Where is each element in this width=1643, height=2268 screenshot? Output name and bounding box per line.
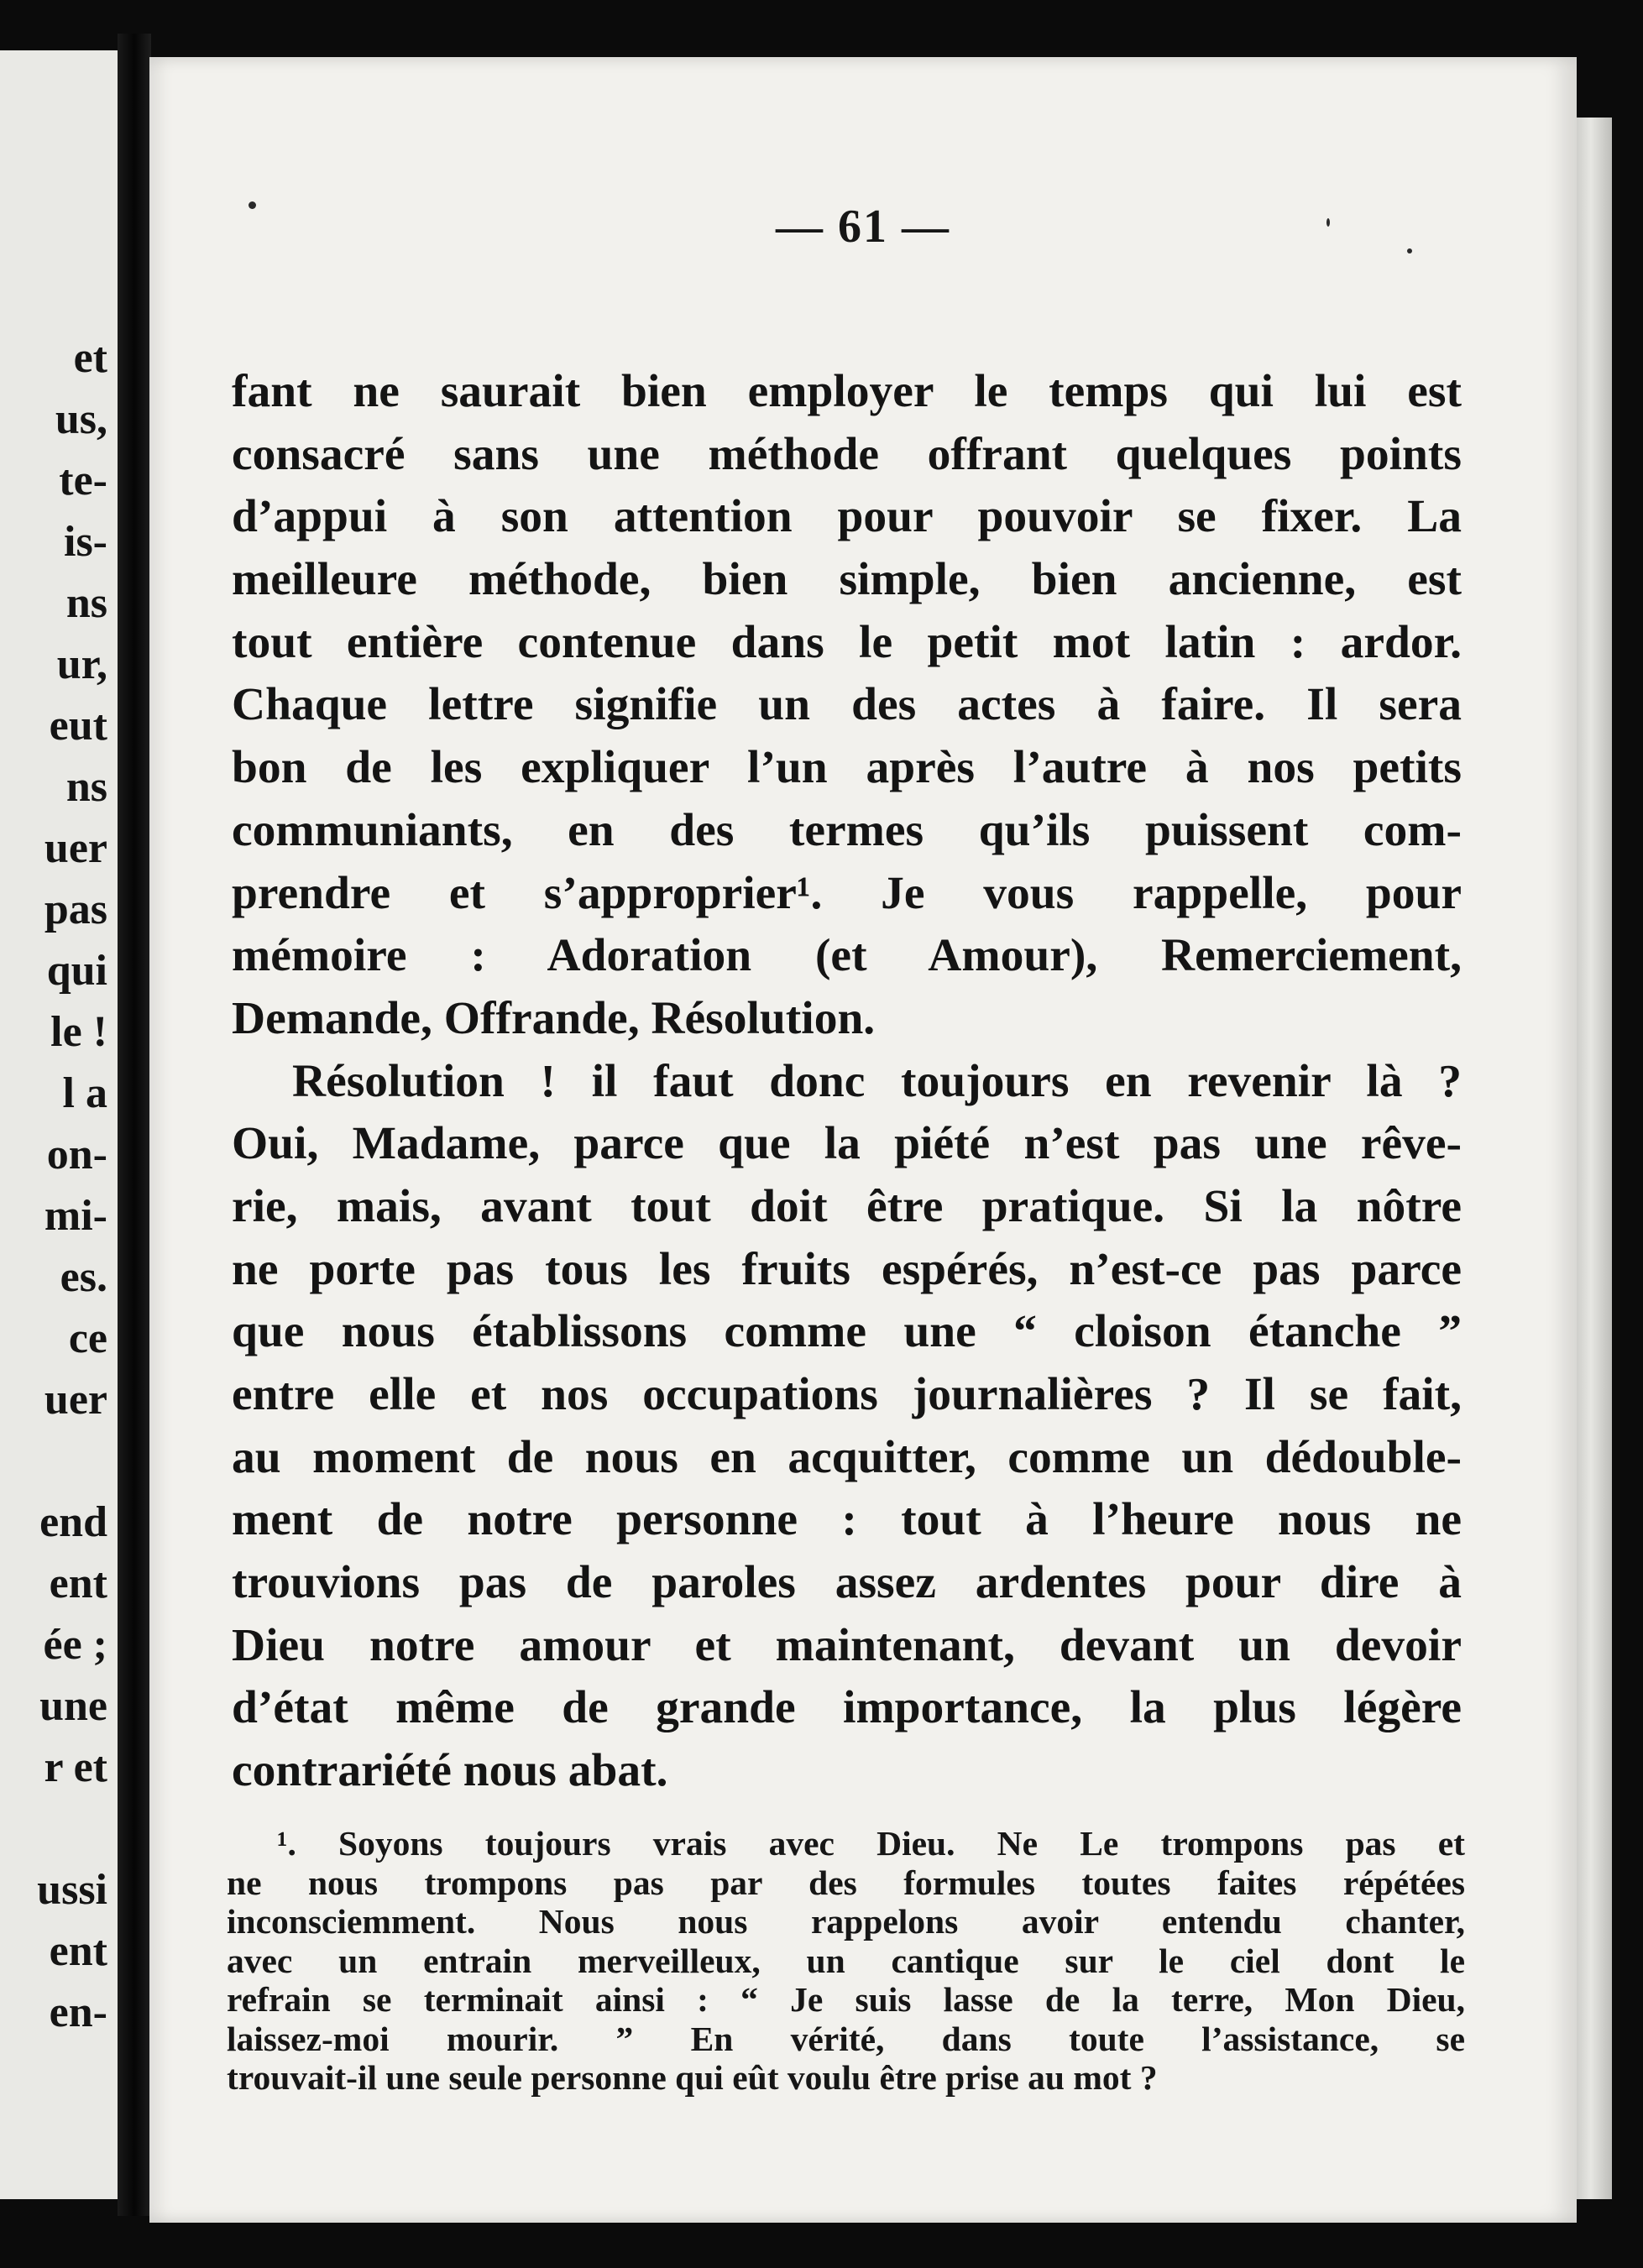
- text-line: d’appui à son attention pour pouvoir se fixer. La: [232, 491, 1462, 543]
- previous-page-edge: [0, 50, 118, 2199]
- previous-page-fragment: r et: [44, 1743, 107, 1791]
- footnote-line: trouvait-il une seule personne qui eût voulu être prise au mot ?: [227, 2058, 1158, 2097]
- book-spine: [118, 34, 151, 2216]
- previous-page-fragment: ur,: [56, 640, 107, 688]
- text-line: communiants, en des termes qu’ils puissent com-: [232, 804, 1462, 856]
- previous-page-fragment: le !: [50, 1008, 107, 1056]
- previous-page-fragment: pas: [44, 886, 107, 933]
- previous-page-fragment: ée ;: [43, 1621, 107, 1669]
- footnote-line: laissez-moi mourir. ” En vérité, dans toute l’assistance, se: [227, 2019, 1465, 2058]
- text-line: entre elle et nos occupations journalières ? Il se fait,: [232, 1369, 1462, 1420]
- current-page: [149, 57, 1577, 2223]
- previous-page-fragment: ns: [65, 763, 107, 811]
- text-line: mémoire : Adoration (et Amour), Remerciement,: [232, 930, 1462, 982]
- text-line: fant ne saurait bien employer le temps qui lui est: [232, 366, 1462, 417]
- previous-page-fragment: et: [73, 334, 107, 382]
- scan-speck: [249, 201, 256, 209]
- previous-page-fragment: uer: [44, 1376, 107, 1424]
- page-edge-shadow: [1577, 118, 1612, 2199]
- text-line: tout entière contenue dans le petit mot latin : ardor.: [232, 616, 1462, 668]
- text-line: trouvions pas de paroles assez ardentes pour dire à: [232, 1557, 1462, 1609]
- previous-page-fragment: es.: [60, 1253, 107, 1301]
- text-line: bon de les expliquer l’un après l’autre à nos petits: [232, 742, 1462, 794]
- previous-page-fragment: te-: [59, 457, 107, 504]
- text-line: d’état même de grande importance, la plus légère: [232, 1682, 1462, 1734]
- scan-speck: [1407, 248, 1412, 253]
- previous-page-fragment: eut: [49, 702, 107, 750]
- previous-page-fragment: on-: [46, 1131, 107, 1178]
- footnote-line: ¹. Soyons toujours vrais avec Dieu. Ne Le trompons pas et: [277, 1824, 1465, 1863]
- footnote-line: avec un entrain merveilleux, un cantique sur le ciel dont le: [227, 1941, 1465, 1980]
- previous-page-line-endings: [37, 327, 107, 2043]
- text-line: Chaque lettre signifie un des actes à faire. Il sera: [232, 679, 1462, 731]
- previous-page-fragment: en-: [49, 1988, 107, 2036]
- text-line: ment de notre personne : tout à l’heure nous ne: [232, 1494, 1462, 1546]
- footnote-line: ne nous trompons pas par des formules toutes faites répétées: [227, 1863, 1465, 1902]
- footnote-line: inconsciemment. Nous nous rappelons avoir entendu chanter,: [227, 1902, 1465, 1941]
- previous-page-fragment: is-: [64, 518, 107, 566]
- previous-page-fragment: [37, 1430, 107, 1492]
- previous-page-fragment: us,: [55, 395, 107, 443]
- text-line: que nous établissons comme une “ cloison étanche ”: [232, 1306, 1462, 1358]
- previous-page-fragment: qui: [46, 947, 107, 995]
- previous-page-fragment: mi-: [44, 1192, 107, 1240]
- previous-page-fragment: ce: [68, 1314, 107, 1362]
- text-line: ne porte pas tous les fruits espérés, n’est-ce pas parce: [232, 1243, 1462, 1295]
- text-line: Résolution ! il faut donc toujours en revenir là ?: [292, 1055, 1462, 1107]
- footnote-block: [227, 1824, 1465, 2098]
- previous-page-fragment: [37, 1798, 107, 1859]
- scan-speck: [1326, 218, 1330, 227]
- text-line: contrariété nous abat.: [232, 1745, 668, 1797]
- text-line: au moment de nous en acquitter, comme un dédouble-: [232, 1431, 1462, 1483]
- page-number: — 61 —: [776, 201, 950, 253]
- text-line: Oui, Madame, parce que la piété n’est pas une rêve-: [232, 1118, 1462, 1170]
- previous-page-fragment: end: [39, 1498, 107, 1546]
- text-line: prendre et s’approprier¹. Je vous rappelle, pour: [232, 867, 1462, 919]
- text-line: Dieu notre amour et maintenant, devant un devoir: [232, 1619, 1462, 1671]
- previous-page-fragment: l a: [62, 1069, 107, 1117]
- text-line: consacré sans une méthode offrant quelques points: [232, 428, 1462, 480]
- previous-page-fragment: ent: [49, 1927, 107, 1975]
- text-line: Demande, Offrande, Résolution.: [232, 992, 876, 1044]
- text-line: rie, mais, avant tout doit être pratique. Si la nôtre: [232, 1180, 1462, 1232]
- previous-page-fragment: ussi: [37, 1866, 107, 1914]
- previous-page-fragment: ns: [65, 579, 107, 627]
- previous-page-fragment: uer: [44, 824, 107, 872]
- previous-page-fragment: une: [39, 1682, 107, 1730]
- previous-page-fragment: ent: [49, 1560, 107, 1607]
- text-line: meilleure méthode, bien simple, bien ancienne, est: [232, 554, 1462, 606]
- footnote-line: refrain se terminait ainsi : “ Je suis lasse de la terre, Mon Dieu,: [227, 1980, 1465, 2019]
- main-text-block: [232, 361, 1462, 1803]
